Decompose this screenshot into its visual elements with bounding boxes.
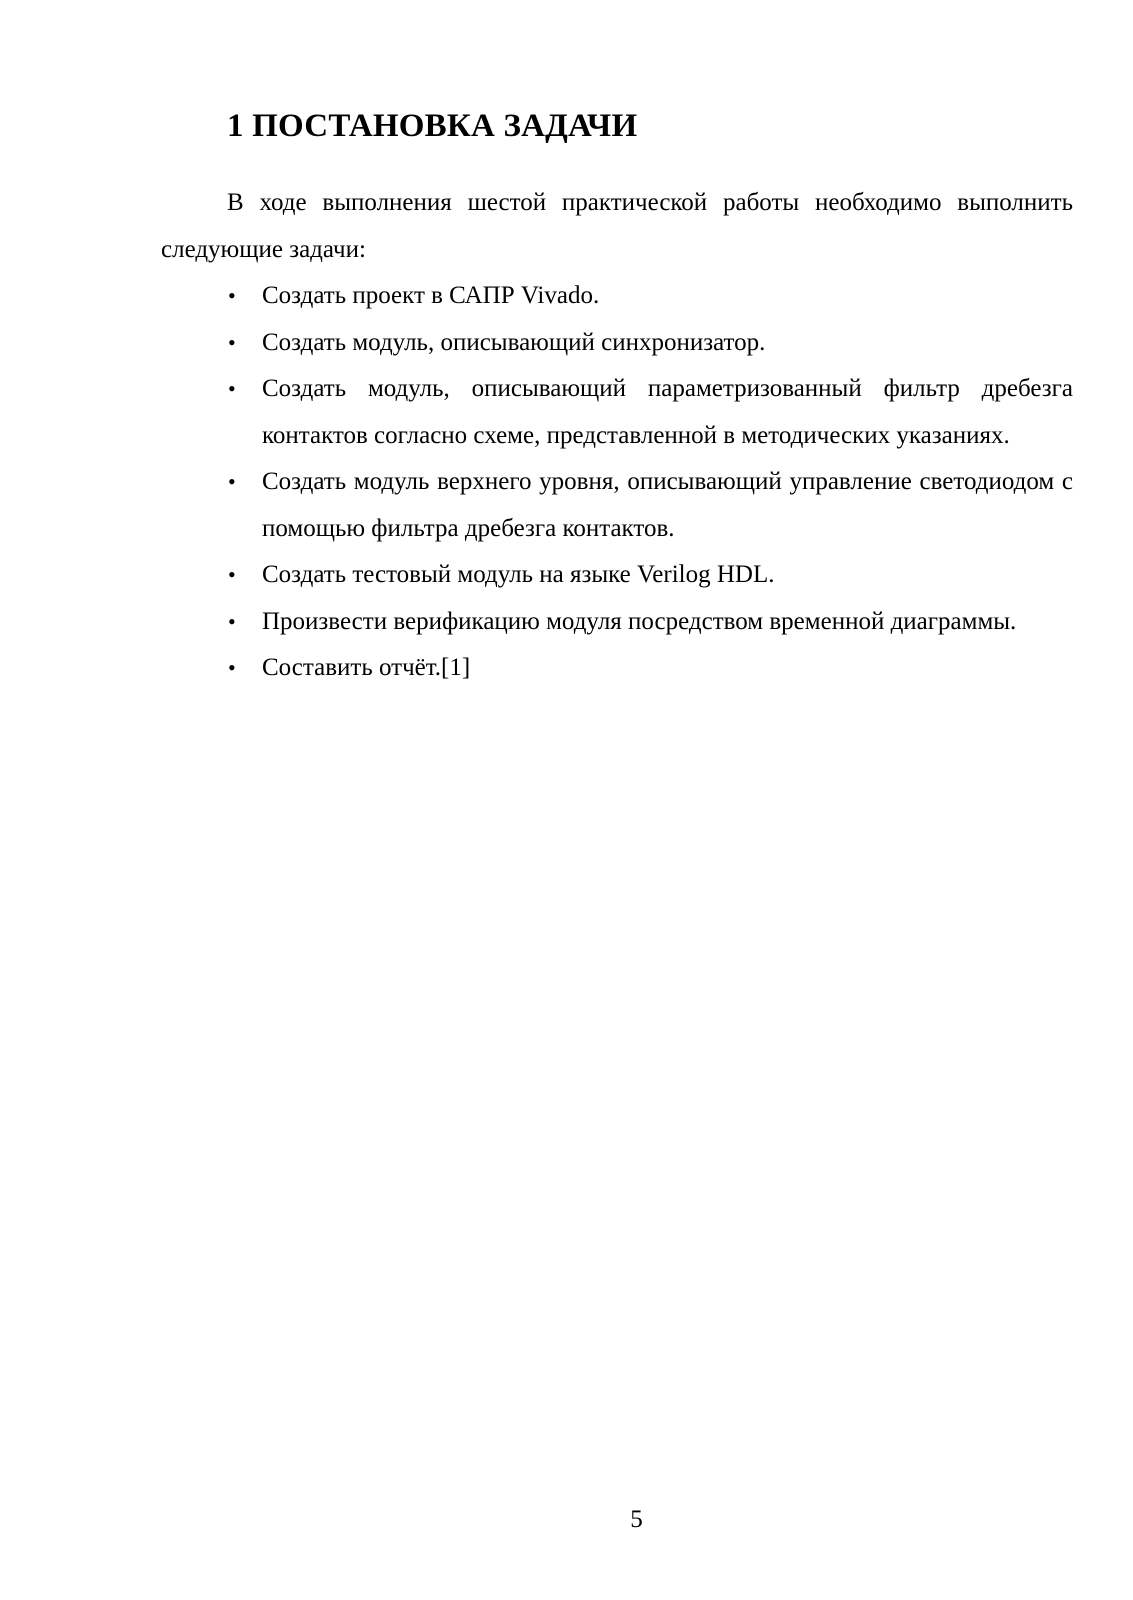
bullet-icon: • (228, 655, 236, 680)
task-text: Создать тестовый модуль на языке Verilog HDL. (262, 561, 775, 588)
list-item (161, 273, 1073, 320)
section-heading: 1 ПОСТАНОВКА ЗАДАЧИ (227, 108, 638, 144)
task-text: Создать модуль, описывающий синхронизатор. (262, 328, 766, 356)
list-item (161, 552, 1073, 599)
task-text: Составить отчёт.[1] (262, 654, 471, 681)
task-text: Произвести верификацию модуля посредством временной диаграммы. (262, 607, 1017, 635)
task-text: Создать модуль, описывающий параметризованный фильтр дребезга контактов согласно схеме, представленной в методических указаниях. (262, 375, 1073, 449)
bullet-icon: • (228, 469, 236, 494)
bullet-icon: • (228, 376, 236, 401)
list-item (161, 645, 1073, 692)
list-item (161, 366, 1073, 459)
page-number: 5 (630, 1506, 643, 1533)
intro-paragraph: В ходе выполнения шестой практической работы необходимо выполнить следующие задачи: (161, 189, 1073, 263)
list-item (161, 599, 1073, 646)
bullet-icon: • (228, 283, 236, 308)
bullet-icon: • (228, 329, 236, 355)
task-text: Создать проект в САПР Vivado. (262, 282, 600, 309)
task-list (161, 273, 1073, 692)
bullet-icon: • (228, 608, 236, 634)
bullet-icon: • (228, 562, 236, 587)
task-text: Создать модуль верхнего уровня, описывающий управление светодиодом с помощью фильтра дребезга контактов. (262, 468, 1073, 542)
list-item (161, 459, 1073, 552)
body-text (161, 180, 1073, 692)
list-item (161, 320, 1073, 367)
